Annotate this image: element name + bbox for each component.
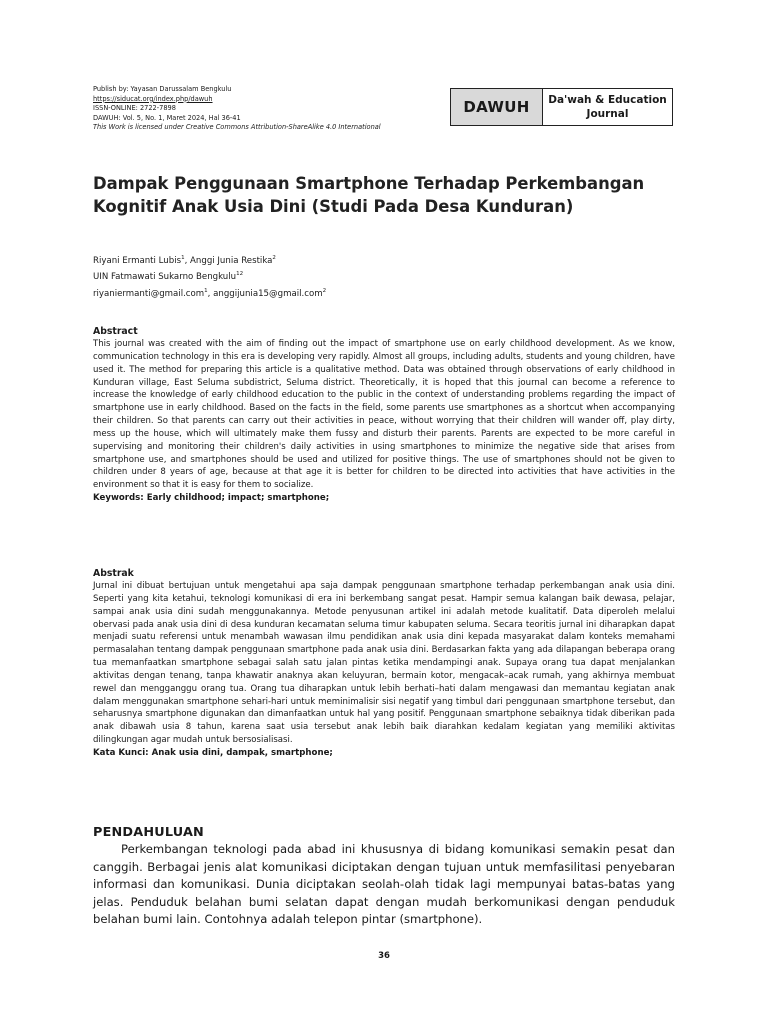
author-name-1: Riyani Ermanti Lubis	[93, 255, 182, 266]
journal-box	[450, 88, 673, 126]
affiliation-sup: 12	[236, 271, 244, 278]
journal-name	[543, 89, 672, 125]
abstract-text: This journal was created with the aim of finding out the impact of smartphone use on early childhood development. As we know, communication technology in this era is developing very rapidly. Almost all groups, including adults, students and young children, have used it. The method for preparing this article is a qualitative method. Data was obtained through observations of early childhood in Kunduran village, East Seluma subdistrict, Seluma district. Theoretically, it is hoped that this journal can become a reference to increase the knowledge of early childhood education to the public in the context of understanding problems regarding the impact of smartphone use in early childhood. Based on the facts in the field, some parents use smartphones as a shortcut when accompanying their children. So that parents can carry out their activities in peace, without worrying that their children will wander off, play dirty, mess up the house, which will ultimately make them fussy and disturb their parents. Parents are expected to be more careful in supervising and monitoring their children's daily activities in using smartphones to minimize the negative side that arises from smartphone use, and smartphones should be used and utilized for positive things. The use of smartphones should not be given to children under 8 years of age, because at that age it is better for children to be directed into activities that have activities in the environment so that it is easy for them to socialize.	[93, 339, 675, 491]
paper-title: Dampak Penggunaan Smartphone Terhadap Perkembangan Kognitif Anak Usia Dini (Studi Pada Desa Kunduran)	[93, 174, 645, 216]
license-line: This Work is licensed under Creative Commons Attribution-ShareAlike 4.0 International	[93, 123, 381, 132]
abstrak-text: Jurnal ini dibuat bertujuan untuk mengetahui apa saja dampak penggunaan smartphone terhadap perkembangan anak usia dini. Seperti yang kita ketahui, teknologi komunikasi di era ini berkembang sangat pesat. Hampir semua kalangan baik dewasa, pelajar, sampai anak usia dini sudah menggunakannya. Metode penyusunan artikel ini adalah metode kualitatif. Data diperoleh melalui obervasi pada anak usia dini di desa kunduran kecamatan seluma timur kabupaten seluma. Secara teoritis jurnal ini diharapkan dapat menjadi suatu referensi untuk menambah wawasan ilmu pendidikan anak usia dini kepada masyarakat dalam konteks memahami permasalahan tentang dampak penggunaan smartphone pada anak usia dini. Berdasarkan fakta yang ada dilapangan beberapa orang tua memanfaatkan smartphone sebagai salah satu jalan pintas ketika mendampingi anak. Supaya orang tua dapat menjalankan aktivitas dengan tenang, tanpa khawatir anaknya akan keluyuran, bermain kotor, mengacak–acak rumah, yang akhirnya membuat rewel dan mengganggu orang tua. Orang tua diharapkan untuk lebih berhati–hati dalam mengawasi dan memantau kegiatan anak dalam menggunakan smartphone sehari-hari untuk meminimalisir sisi negatif yang timbul dari penggunaan smartphone tersebut, dan seharusnya smartphone digunakan dan dimanfaatkan untuk hal yang positif. Penggunaan smartphone sebaiknya tidak diberikan pada anak dibawah usia 8 tahun, karena saat usia tersebut anak lebih baik diarahkan kedalam kegiatan yang memiliki aktivitas dilingkungan agar mudah untuk bersosialisasi.	[93, 581, 675, 746]
journal-name-line2: Journal	[586, 108, 629, 120]
affiliation-name: UIN Fatmawati Sukarno Bengkulu	[93, 272, 237, 283]
introduction-heading: PENDAHULUAN	[93, 825, 204, 840]
email-sup-1: 1	[204, 287, 208, 294]
author-affiliation	[93, 268, 326, 284]
journal-url-link[interactable]: https://siducat.org/index.php/dawuh	[93, 94, 213, 103]
page-number: 36	[378, 951, 390, 961]
abstract-heading: Abstract	[93, 326, 138, 337]
publisher-line: Publish by: Yayasan Darussalam Bengkulu	[93, 85, 232, 93]
abstract-english	[93, 325, 675, 505]
author-sup-1: 1	[181, 255, 185, 261]
introduction-text: Perkembangan teknologi pada abad ini khususnya di bidang komunikasi semakin pesat dan canggih. Berbagai jenis alat komunikasi diciptakan dengan tujuan untuk memfasilitasi penyebaran informasi dan komunikasi. Dunia diciptakan seolah-olah tidak lagi mempunyai batas-batas yang jelas. Penduduk belahan bumi selatan dapat dengan mudah berkomunikasi dengan penduduk belahan bumi lain. Contohnya adalah telepon pintar (smartphone).	[93, 842, 675, 927]
abstract-indonesian	[93, 567, 675, 760]
author-name-2: Anggi Junia Restika	[190, 255, 273, 266]
journal-name-line1: Da'wah & Education	[548, 94, 667, 106]
publication-header	[93, 85, 423, 133]
author-block	[93, 252, 326, 301]
author-names: Riyani Ermanti Lubis$^1$, Anggi Junia Restika$^2$	[93, 255, 276, 266]
issn-line: ISSN-ONLINE: 2722-7898	[93, 104, 176, 113]
introduction-section	[93, 825, 675, 929]
author-email-1[interactable]: riyaniermanti@gmail.com	[93, 288, 205, 299]
email-sup-2: 2	[322, 287, 327, 294]
journal-code: DAWUH	[451, 89, 543, 125]
author-email-2[interactable]: anggijunia15@gmail.com	[213, 288, 323, 299]
author-sup-2: 2	[272, 255, 276, 261]
keywords-line: Keywords: Early childhood; impact; smartphone;	[93, 493, 330, 504]
volume-line: DAWUH: Vol. 5, No. 1, Maret 2024, Hal 36-41	[93, 113, 241, 122]
abstrak-heading: Abstrak	[93, 568, 134, 579]
author-emails: riyaniermanti@gmail.com$^1$, anggijunia15@gmail.com$^2$	[93, 287, 327, 299]
kata-kunci-line: Kata Kunci: Anak usia dini, dampak, smartphone;	[93, 747, 333, 758]
